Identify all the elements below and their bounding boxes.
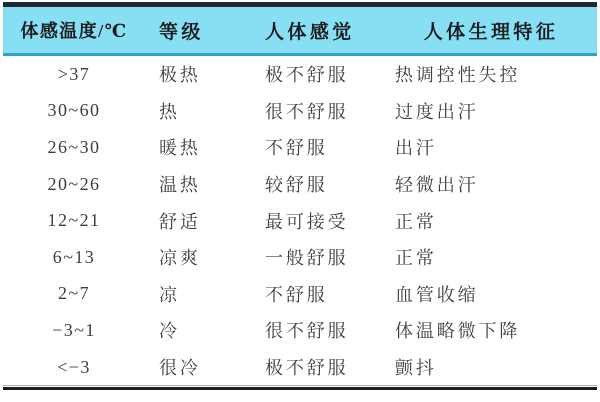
cell-feeling: 不舒服 — [265, 138, 328, 159]
table-body — [3, 56, 597, 385]
cell-physiology: 颤抖 — [395, 358, 437, 379]
cell-grade: 极热 — [159, 65, 201, 86]
table-row — [3, 312, 597, 349]
cell-feeling: 极不舒服 — [265, 65, 349, 86]
cell-feeling: 不舒服 — [265, 284, 328, 305]
cell-physiology: 过度出汗 — [395, 101, 479, 122]
cell-grade: 很冷 — [159, 358, 201, 379]
cell-physiology: 热调控性失控 — [395, 65, 521, 86]
cell-feeling: 一般舒服 — [265, 248, 349, 269]
cell-grade: 舒适 — [159, 211, 201, 232]
column-header-grade: 等级 — [159, 21, 204, 43]
table-row — [3, 166, 597, 203]
table-bottom-border — [3, 387, 597, 390]
cell-feeling: 最可接受 — [265, 211, 349, 232]
cell-temperature: 20~26 — [47, 173, 101, 194]
table-row — [3, 93, 597, 130]
column-header-temperature: 体感温度/℃ — [20, 21, 128, 41]
cell-temperature: <−3 — [57, 356, 91, 377]
cell-temperature: 6~13 — [52, 246, 96, 267]
cell-grade: 凉爽 — [159, 248, 201, 269]
cell-temperature: 12~21 — [47, 210, 101, 231]
cell-feeling: 极不舒服 — [265, 358, 349, 379]
cell-feeling: 很不舒服 — [265, 321, 349, 342]
cell-grade: 凉 — [159, 284, 180, 305]
cell-temperature: 26~30 — [47, 136, 101, 157]
table-row — [3, 56, 597, 93]
cell-physiology: 正常 — [395, 248, 437, 269]
cell-grade: 暖热 — [159, 138, 201, 159]
cell-temperature: 30~60 — [47, 100, 101, 121]
table-header-row — [3, 7, 597, 56]
cell-temperature: 2~7 — [57, 283, 91, 304]
cell-temperature: −3~1 — [52, 319, 96, 340]
cell-physiology: 出汗 — [395, 138, 437, 159]
table-row — [3, 239, 597, 276]
table-row — [3, 276, 597, 313]
table-row — [3, 349, 597, 386]
column-header-physiology: 人体生理特征 — [423, 21, 559, 43]
cell-physiology: 轻微出汗 — [395, 175, 479, 196]
cell-physiology: 血管收缩 — [395, 284, 479, 305]
cell-physiology: 体温略微下降 — [395, 321, 521, 342]
cell-physiology: 正常 — [395, 211, 437, 232]
column-header-feeling: 人体感觉 — [265, 21, 355, 43]
cell-grade: 热 — [159, 101, 180, 122]
table-row — [3, 129, 597, 166]
cell-grade: 冷 — [159, 321, 180, 342]
cell-grade: 温热 — [159, 175, 201, 196]
cell-temperature: >37 — [57, 63, 91, 84]
cell-feeling: 很不舒服 — [265, 101, 349, 122]
cell-feeling: 较舒服 — [265, 175, 328, 196]
comfort-temperature-table — [3, 2, 597, 390]
table-row — [3, 202, 597, 239]
